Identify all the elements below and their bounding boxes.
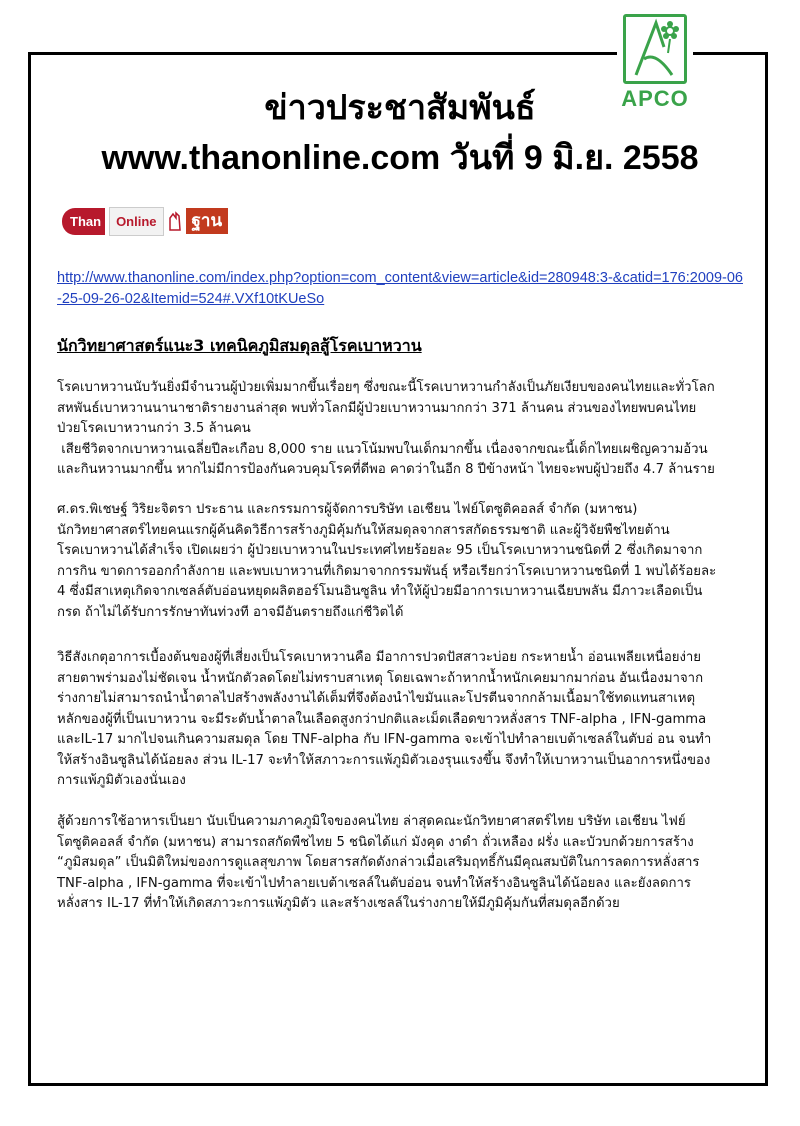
brand-thansettakij: ฐาน <box>186 208 229 234</box>
text-line: สหพันธ์เบาหวานนานาชาติรายงานล่าสุด พบทั่วโลกมีผู้ป่วยเบาหวานมากกว่า 371 ล้านคน ส่วนของไทยพบคนไทย <box>57 400 697 416</box>
text-line: หลั่งสาร IL-17 ที่ทำให้เกิดสภาวะการแพ้ภูมิตัว และสร้างเซลล์ในร่างกายให้มีภูมิคุ้มกันที่สมดุลอีกด้วย <box>57 896 620 911</box>
text-line: TNF-alpha , IFN-gamma ที่จะเข้าไปทำลายเบต้าเซลล์ในตับอ่อน จนทำให้สร้างอินซูลินได้น้อยลง และยังลดการ <box>57 875 692 891</box>
text-line: สายตาพร่ามองไม่ชัดเจน น้ำหนักตัวลดโดยไม่ทราบสาเหตุ โดยเฉพาะถ้าหากน้ำหนักเคยมากมาก่อน อันเนื่องมาจาก <box>57 670 704 686</box>
page-subtitle: www.thanonline.com วันที่ 9 มิ.ย. 2558 <box>101 139 699 177</box>
text-line: โรคเบาหวานได้สำเร็จ เปิดเผยว่า ผู้ป่วยเบาหวานในประเทศไทยร้อยละ 95 เป็นโรคเบาหวานชนิดที่ 2 ซึ่งเกิดมาจาก <box>57 543 703 558</box>
apco-logo-text: APCO <box>621 86 689 111</box>
source-link[interactable]: http://www.thanonline.com/index.php?option=com_content&view=article&id=280948:3-&catid=176:2009-06-25-09-26-02&Itemid=524#.VXf10tKUeSo <box>57 270 743 307</box>
brand-online: Online <box>109 207 163 236</box>
article-paragraph-2 <box>57 500 747 623</box>
text-line: ร่างกายไม่สามารถนำน้ำตาลไปสร้างพลังงานได้เต็มที่จึงต้องนำไขมันและโปรตีนจากกล้ามเนื้อมาใช้ทดแทนสาเหตุ <box>57 691 696 706</box>
brand-than: Than <box>62 208 105 235</box>
text-line: การกิน ขาดการออกกำลังกาย และพบเบาหวานที่เกิดมาจากกรรมพันธุ์ หรือเรียกว่าโรคเบาหวานชนิดที่ 1 พบได้ร้อยละ <box>57 563 717 579</box>
text-line: โตซูติคอลส์ จำกัด (มหาชน) สามารถสกัดพืชไทย 5 ชนิดได้แก่ มังคุด งาดำ ถั่วเหลือง ฝรั่ง และบัวบกด้วยการสร้าง <box>57 834 694 850</box>
article-paragraph-3 <box>57 648 747 792</box>
text-line: 4 ซึ่งมีสาเหตุเกิดจากเซลล์ตับอ่อนหยุดผลิตฮอร์โมนอินซูลิน ทำให้ผู้ป่วยมีอาการเบาหวานเฉียบพลัน มีภาวะเลือดเป็น <box>57 584 703 599</box>
apco-flower-icon <box>623 14 687 84</box>
text-line: วิธีสังเกตุอาการเบื้องต้นของผู้ที่เสี่ยงเป็นโรคเบาหวานคือ มีอาการปวดปัสสาวะบ่อย กระหายน้ำ อ่อนเพลียเหนื่อยง่าย <box>57 650 702 665</box>
text-line: และIL-17 มากไปจนเกินความสมดุล โดย TNF-alpha กับ IFN-gamma จะเข้าไปทำลายเบต้าเซลล์ในตับอ่ อน จนทำ <box>57 732 712 747</box>
article-headline: นักวิทยาศาสตร์แนะ3 เทคนิคภูมิสมดุลสู้โรคเบาหวาน <box>57 336 422 355</box>
hand-icon <box>168 210 182 232</box>
text-line: โรคเบาหวานนับวันยิ่งมีจำนวนผู้ป่วยเพิ่มมากขึ้นเรื่อยๆ ซึ่งขณะนี้โรคเบาหวานกำลังเป็นภัยเงียบของคนไทยและทั่วโลก <box>57 380 715 395</box>
text-line: กรด ถ้าไม่ได้รับการรักษาทันท่วงที อาจมีอันตรายถึงแก่ชีวิตได้ <box>57 604 404 620</box>
text-line: หลักของผู้ที่เป็นเบาหวาน จะมีระดับน้ำตาลในเลือดสูงกว่าปกติและเม็ดเลือดขาวหลั่งสาร TNF-alpha , IFN-gamma <box>57 711 707 727</box>
thanonline-brand-logo <box>62 206 228 236</box>
text-line: “ภูมิสมดุล” เป็นมิติใหม่ของการดูแลสุขภาพ โดยสารสกัดดังกล่าวเมื่อเสริมฤทธิ์กันมีคุณสมบัติในการลดการหลั่งสาร <box>57 855 700 870</box>
article-paragraph-4 <box>57 812 747 915</box>
text-line: ศ.ดร.พิเชษฐ์ วิริยะจิตรา ประธาน และกรรมการผู้จัดการบริษัท เอเชียน ไฟย์โตซูติคอลส์ จำกัด (มหาชน) <box>57 502 638 517</box>
article-paragraph-1 <box>57 378 747 481</box>
text-line: นักวิทยาศาสตร์ไทยคนแรกผู้ค้นคิดวิธีการสร้างภูมิคุ้มกันให้สมดุลจากสารสกัดธรรมชาติ และผู้วิจัยพืชไทยต้าน <box>57 522 670 538</box>
page-title: ข่าวประชาสัมพันธ์ <box>264 89 536 127</box>
text-line: เสียชีวิตจากเบาหวานเฉลี่ยปีละเกือบ 8,000 ราย แนวโน้มพบในเด็กมากขึ้น เนื่องจากขณะนี้เด็กไทยเผชิญความอ้วน <box>57 441 708 457</box>
text-line: ให้สร้างอินซูลินได้น้อยลง ส่วน IL-17 จะทำให้สภาวะการแพ้ภูมิตัวเองรุนแรงขึ้น จึงทำให้เบาหวานเป็นอาการหนึ่งของ <box>57 752 711 768</box>
text-line: การแพ้ภูมิตัวเองนั่นเอง <box>57 773 186 788</box>
text-line: และกินหวานมากขึ้น หากไม่มีการป้องกันควบคุมโรคที่ดีพอ คาดว่าในอีก 8 ปีข้างหน้า ไทยจะพบผู้ป่วยถึง 4.7 ล้านราย <box>57 462 715 477</box>
text-line: ป่วยโรคเบาหวานกว่า 3.5 ล้านคน <box>57 421 251 436</box>
text-line: สู้ด้วยการใช้อาหารเป็นยา นับเป็นความภาคภูมิใจของคนไทย ล่าสุดคณะนักวิทยาศาสตร์ไทย บริษัท เอเชียน ไฟย์ <box>57 814 686 829</box>
